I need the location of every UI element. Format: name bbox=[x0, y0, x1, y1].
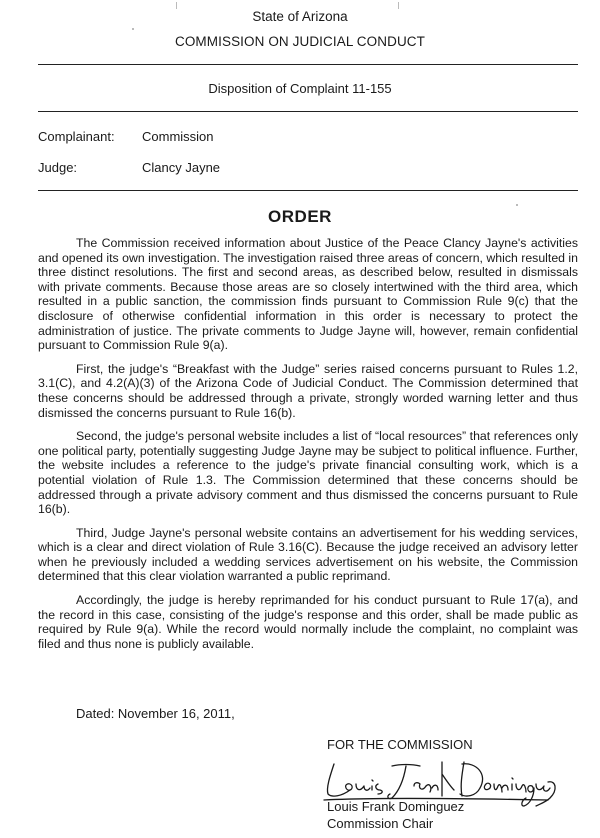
commission-heading: COMMISSION ON JUDICIAL CONDUCT bbox=[174, 34, 425, 49]
judge-label: Judge: bbox=[38, 160, 78, 175]
divider-top bbox=[38, 64, 578, 65]
order-paragraph: Accordingly, the judge is hereby reprimanded for his conduct pursuant to Rule 17(a), and the record in this case, consisting of the judge's response and this order, shall be made public as required by Rule 9(a). While the record would normally include the complaint, no complaint was filed and thus none is publicly available. bbox=[38, 593, 578, 651]
scan-speck bbox=[516, 204, 518, 206]
disposition-heading: Disposition of Complaint 11-155 bbox=[208, 81, 392, 96]
order-title: ORDER bbox=[268, 207, 332, 226]
dated-line: Dated: November 16, 2011, bbox=[76, 706, 235, 721]
order-paragraph: The Commission received information about Justice of the Peace Clancy Jayne's activities and opened its own investigation. The investigation raised three areas of concern, which resulted in three distinct resolutions. The first and second areas, as described below, resulted in dismissals with private comments. Because those areas are so closely intertwined with the third area, which resulted in a public sanction, the commission finds pursuant to Commission Rule 9(c) that the disclosure of otherwise confidential information in this order is necessary to protect the administration of justice. The private comments to Judge Jayne will, however, remain confidential pursuant to Commission Rule 9(a). bbox=[38, 236, 578, 353]
scan-speck bbox=[132, 28, 134, 30]
judge-value: Clancy Jayne bbox=[142, 160, 221, 175]
for-commission-label: FOR THE COMMISSION bbox=[327, 737, 473, 752]
scan-speck bbox=[176, 2, 177, 9]
state-heading: State of Arizona bbox=[252, 9, 348, 24]
complainant-label: Complainant: bbox=[38, 129, 115, 144]
order-body bbox=[38, 236, 578, 660]
signer-title: Commission Chair bbox=[327, 816, 434, 831]
divider-mid bbox=[38, 111, 578, 112]
divider-bottom bbox=[38, 190, 578, 191]
order-paragraph: Second, the judge's personal website includes a list of “local resources” that references only one political party, potentially suggesting Judge Jayne may be subject to political influence. Further, the website includes a reference to the judge's private financial consulting work, which is a potential violation of Rule 1.3. The Commission determined that these concerns should be addressed through a private advisory comment and thus dismissed the concerns pursuant to Rule 16(b). bbox=[38, 429, 578, 517]
complainant-value: Commission bbox=[142, 129, 214, 144]
order-paragraph: Third, Judge Jayne's personal website contains an advertisement for his wedding services, which is a clear and direct violation of Rule 3.16(C). Because the judge received an advisory letter when he previously included a wedding services advertisement on his website, the Commission determined that this clear violation warranted a public reprimand. bbox=[38, 525, 578, 584]
scan-speck bbox=[398, 2, 399, 9]
order-paragraph: First, the judge's “Breakfast with the Judge” series raised concerns pursuant to Rules 1.2, 3.1(C), and 4.2(A)(3) of the Arizona Code of Judicial Conduct. The Commission determined that these concerns should be addressed through a private, strongly worded warning letter and thus dismissed the concerns pursuant to Rule 16(b). bbox=[38, 361, 578, 420]
signer-name: Louis Frank Dominguez bbox=[327, 799, 465, 814]
